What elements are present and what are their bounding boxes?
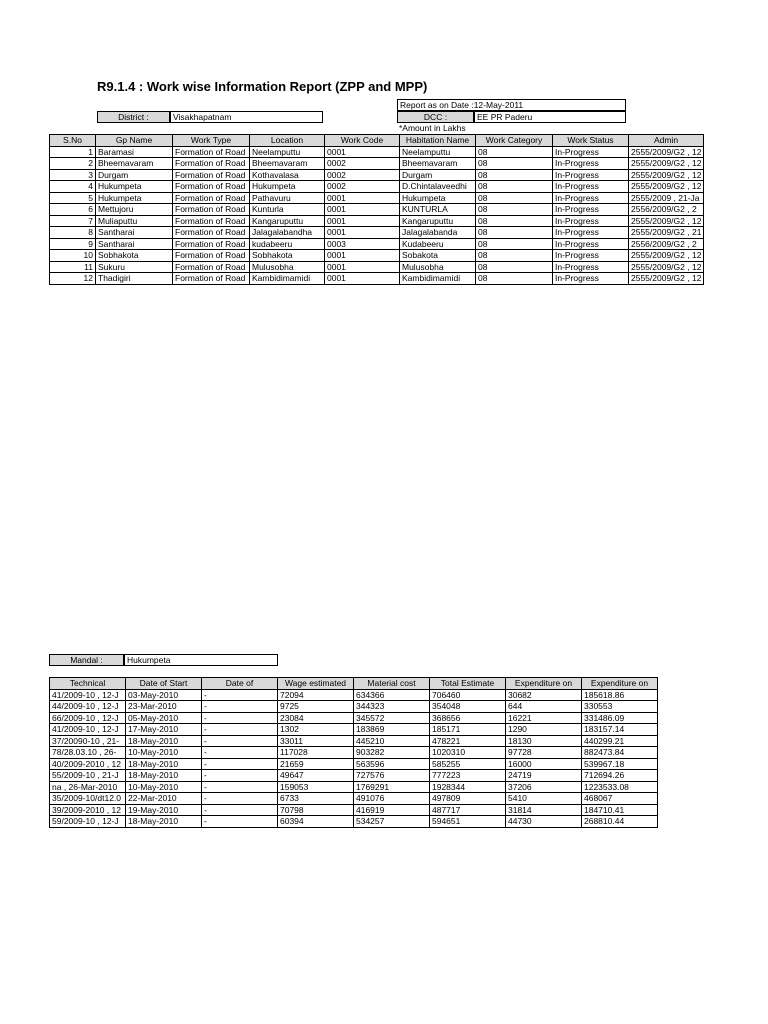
table-cell: 08 — [476, 169, 553, 181]
table-cell: 117028 — [278, 747, 354, 759]
table-cell: Mulusobha — [400, 261, 476, 273]
table-row — [50, 273, 704, 285]
table-cell: Formation of Road — [173, 146, 250, 158]
column-header: Expenditure on — [506, 678, 582, 690]
table-cell: 19-May-2010 — [126, 804, 202, 816]
column-header: Wage estimated — [278, 678, 354, 690]
table-cell: 37/20090-10 , 21- — [50, 735, 126, 747]
table-cell: 08 — [476, 192, 553, 204]
table-cell: kudabeeru — [250, 238, 325, 250]
table-cell: Sobhakota — [250, 250, 325, 262]
table-cell: 08 — [476, 250, 553, 262]
table-cell: 1223533.08 — [582, 781, 658, 793]
table-cell: 11 — [50, 261, 96, 273]
table-row — [50, 816, 658, 828]
table-cell: 1290 — [506, 724, 582, 736]
table-cell: - — [202, 701, 278, 713]
table-cell: 368656 — [430, 712, 506, 724]
dcc-value: EE PR Paderu — [474, 111, 626, 123]
table-cell: 0002 — [325, 158, 400, 170]
column-header: Habitation Name — [400, 135, 476, 147]
table-cell: Neelamputtu — [250, 146, 325, 158]
table-cell: 2556/2009/G2 , 2 — [629, 204, 704, 216]
table-cell: 9 — [50, 238, 96, 250]
column-header: Material cost — [354, 678, 430, 690]
dcc-label: DCC : — [397, 111, 474, 123]
table-cell: Sukuru — [96, 261, 173, 273]
table-cell: 183157.14 — [582, 724, 658, 736]
table-cell: Pathavuru — [250, 192, 325, 204]
table-row — [50, 724, 658, 736]
table-cell: 6 — [50, 204, 96, 216]
table-cell: Sobhakota — [96, 250, 173, 262]
mandal-value: Hukumpeta — [124, 654, 278, 666]
table-cell: 23-Mar-2010 — [126, 701, 202, 713]
column-header: Date of Start — [126, 678, 202, 690]
table-cell: Kangaruputtu — [250, 215, 325, 227]
table-cell: 478221 — [430, 735, 506, 747]
table-cell: - — [202, 770, 278, 782]
table-cell: Mulusobha — [250, 261, 325, 273]
table-cell: 16221 — [506, 712, 582, 724]
table-cell: - — [202, 735, 278, 747]
table-cell: 03-May-2010 — [126, 689, 202, 701]
table-cell: 7 — [50, 215, 96, 227]
table-cell: 05-May-2010 — [126, 712, 202, 724]
table-cell: 712694.26 — [582, 770, 658, 782]
table-cell: 330553 — [582, 701, 658, 713]
table-cell: Santharai — [96, 238, 173, 250]
table-cell: 563596 — [354, 758, 430, 770]
table-cell: 2555/2009/G2 , 21 — [629, 227, 704, 239]
district-value: Visakhapatnam — [170, 111, 323, 123]
table-cell: 08 — [476, 261, 553, 273]
table-cell: 2555/2009/G2 , 12 — [629, 146, 704, 158]
table-cell: 594651 — [430, 816, 506, 828]
table-cell: Formation of Road — [173, 181, 250, 193]
table-cell: 18-May-2010 — [126, 816, 202, 828]
table-cell: 3 — [50, 169, 96, 181]
table-cell: 44730 — [506, 816, 582, 828]
table-cell: 268810.44 — [582, 816, 658, 828]
table-cell: 08 — [476, 227, 553, 239]
table-cell: - — [202, 793, 278, 805]
table-cell: In-Progress — [553, 204, 629, 216]
table-cell: Kothavalasa — [250, 169, 325, 181]
table-cell: 08 — [476, 273, 553, 285]
table-cell: Bheemavaram — [250, 158, 325, 170]
table-cell: 72094 — [278, 689, 354, 701]
table-cell: 706460 — [430, 689, 506, 701]
table-cell: In-Progress — [553, 146, 629, 158]
table-cell: 0001 — [325, 146, 400, 158]
table-cell: 882473.84 — [582, 747, 658, 759]
table-cell: 10-May-2010 — [126, 781, 202, 793]
table-row — [50, 181, 704, 193]
table-cell: 23084 — [278, 712, 354, 724]
table-cell: 55/2009-10 , 21-J — [50, 770, 126, 782]
table-cell: In-Progress — [553, 261, 629, 273]
table-cell: 1 — [50, 146, 96, 158]
table-cell: 9725 — [278, 701, 354, 713]
table-cell: 41/2009-10 , 12-J — [50, 724, 126, 736]
table-row — [50, 781, 658, 793]
table-row — [50, 250, 704, 262]
table-cell: 22-Mar-2010 — [126, 793, 202, 805]
table-cell: 1302 — [278, 724, 354, 736]
column-header: Gp Name — [96, 135, 173, 147]
table-cell: 59/2009-10 , 12-J — [50, 816, 126, 828]
table-cell: Formation of Road — [173, 250, 250, 262]
estimate-table — [49, 677, 658, 828]
table-row — [50, 770, 658, 782]
column-header: Work Category — [476, 135, 553, 147]
table-cell: In-Progress — [553, 192, 629, 204]
column-header: Expenditure on — [582, 678, 658, 690]
table-cell: 0002 — [325, 181, 400, 193]
table-row — [50, 689, 658, 701]
table-cell: 491076 — [354, 793, 430, 805]
table-cell: 39/2009-2010 , 12 — [50, 804, 126, 816]
table-cell: 331486.09 — [582, 712, 658, 724]
table-cell: - — [202, 816, 278, 828]
table-cell: Formation of Road — [173, 158, 250, 170]
work-info-table — [49, 134, 704, 285]
table-row — [50, 261, 704, 273]
table-row — [50, 215, 704, 227]
table-cell: Mettujoru — [96, 204, 173, 216]
table-cell: 416919 — [354, 804, 430, 816]
table-cell: 354048 — [430, 701, 506, 713]
table-cell: In-Progress — [553, 215, 629, 227]
table-cell: In-Progress — [553, 273, 629, 285]
table-cell: Hukumpeta — [400, 192, 476, 204]
report-title: R9.1.4 : Work wise Information Report (ZPP and MPP) — [97, 79, 428, 94]
table-cell: 159053 — [278, 781, 354, 793]
table-cell: 66/2009-10 , 12-J — [50, 712, 126, 724]
table-cell: Kambidimamidi — [400, 273, 476, 285]
table-cell: 2555/2009 , 21-Ja — [629, 192, 704, 204]
table-row — [50, 747, 658, 759]
table-cell: 1769291 — [354, 781, 430, 793]
table-cell: 17-May-2010 — [126, 724, 202, 736]
table-cell: Muliaputtu — [96, 215, 173, 227]
table-cell: 31814 — [506, 804, 582, 816]
table-cell: In-Progress — [553, 169, 629, 181]
report-date: Report as on Date :12-May-2011 — [397, 99, 626, 111]
table-cell: 5 — [50, 192, 96, 204]
table-cell: KUNTURLA — [400, 204, 476, 216]
table-cell: Bheemavaram — [400, 158, 476, 170]
table-cell: Jalagalabanda — [400, 227, 476, 239]
table-cell: 49647 — [278, 770, 354, 782]
column-header: S.No — [50, 135, 96, 147]
table-cell: 487717 — [430, 804, 506, 816]
table-row — [50, 238, 704, 250]
table-cell: 344323 — [354, 701, 430, 713]
table-cell: 08 — [476, 215, 553, 227]
table-cell: Kambidimamidi — [250, 273, 325, 285]
table-cell: 97728 — [506, 747, 582, 759]
table-cell: 5410 — [506, 793, 582, 805]
column-header: Admin — [629, 135, 704, 147]
table-cell: 4 — [50, 181, 96, 193]
table-cell: Formation of Road — [173, 227, 250, 239]
table-cell: Kudabeeru — [400, 238, 476, 250]
table-cell: Kangaruputtu — [400, 215, 476, 227]
table-cell: 184710.41 — [582, 804, 658, 816]
table-cell: Neelamputtu — [400, 146, 476, 158]
table-cell: 0001 — [325, 204, 400, 216]
table-cell: Bheemavaram — [96, 158, 173, 170]
table-cell: Formation of Road — [173, 238, 250, 250]
column-header: Total Estimate — [430, 678, 506, 690]
table-cell: 21659 — [278, 758, 354, 770]
table-cell: 539967.18 — [582, 758, 658, 770]
table-cell: Formation of Road — [173, 261, 250, 273]
table-cell: Baramasi — [96, 146, 173, 158]
district-label: District : — [97, 111, 170, 123]
table-cell: 1928344 — [430, 781, 506, 793]
table-cell: 1020310 — [430, 747, 506, 759]
table-cell: Formation of Road — [173, 169, 250, 181]
table-cell: Formation of Road — [173, 215, 250, 227]
table-cell: Formation of Road — [173, 204, 250, 216]
table-cell: 0002 — [325, 169, 400, 181]
table-cell: 18-May-2010 — [126, 758, 202, 770]
table-cell: 12 — [50, 273, 96, 285]
table-cell: Formation of Road — [173, 273, 250, 285]
mandal-label: Mandal : — [49, 654, 124, 666]
table-cell: 2556/2009/G2 , 2 — [629, 238, 704, 250]
column-header: Work Code — [325, 135, 400, 147]
column-header: Work Status — [553, 135, 629, 147]
table-cell: Hukumpeta — [96, 181, 173, 193]
table-cell: 0001 — [325, 273, 400, 285]
column-header: Work Type — [173, 135, 250, 147]
table-cell: Hukumpeta — [96, 192, 173, 204]
table-row — [50, 204, 704, 216]
table-cell: 8 — [50, 227, 96, 239]
table-cell: 445210 — [354, 735, 430, 747]
table-cell: - — [202, 781, 278, 793]
table-cell: 2555/2009/G2 , 12 — [629, 273, 704, 285]
table-cell: 634366 — [354, 689, 430, 701]
table-cell: 16000 — [506, 758, 582, 770]
table-cell: 35/2009-10/dt12.0 — [50, 793, 126, 805]
table-cell: - — [202, 804, 278, 816]
table-cell: 468067 — [582, 793, 658, 805]
table-cell: 37206 — [506, 781, 582, 793]
table-cell: 0003 — [325, 238, 400, 250]
table-row — [50, 712, 658, 724]
column-header: Date of — [202, 678, 278, 690]
table-cell: Kunturla — [250, 204, 325, 216]
table-cell: 08 — [476, 181, 553, 193]
table-cell: 777223 — [430, 770, 506, 782]
table-cell: Sobakota — [400, 250, 476, 262]
table-cell: 185618.86 — [582, 689, 658, 701]
table-cell: 40/2009-2010 , 12 — [50, 758, 126, 770]
amount-note: *Amount in Lakhs — [399, 123, 466, 133]
table-cell: 10 — [50, 250, 96, 262]
table-cell: 30682 — [506, 689, 582, 701]
table-cell: 2555/2009/G2 , 12 — [629, 181, 704, 193]
table-row — [50, 735, 658, 747]
table-cell: - — [202, 689, 278, 701]
table-cell: 644 — [506, 701, 582, 713]
table-cell: 08 — [476, 238, 553, 250]
table-cell: 2555/2009/G2 , 12 — [629, 158, 704, 170]
table-cell: Thadigiri — [96, 273, 173, 285]
table-row — [50, 793, 658, 805]
table-row — [50, 701, 658, 713]
table-cell: In-Progress — [553, 181, 629, 193]
table-cell: 08 — [476, 158, 553, 170]
table-cell: 18-May-2010 — [126, 770, 202, 782]
table-cell: - — [202, 712, 278, 724]
table-cell: - — [202, 758, 278, 770]
table-cell: 0001 — [325, 250, 400, 262]
table-row — [50, 169, 704, 181]
table-cell: 0001 — [325, 192, 400, 204]
table-cell: 2555/2009/G2 , 12 — [629, 250, 704, 262]
table-cell: 0001 — [325, 215, 400, 227]
table-cell: 78/28.03.10 , 26- — [50, 747, 126, 759]
table-cell: 08 — [476, 204, 553, 216]
table-cell: na , 26-Mar-2010 — [50, 781, 126, 793]
table-cell: Jalagalabandha — [250, 227, 325, 239]
table-cell: 497809 — [430, 793, 506, 805]
table-cell: Hukumpeta — [250, 181, 325, 193]
table-cell: 24719 — [506, 770, 582, 782]
table-row — [50, 804, 658, 816]
table-cell: 185171 — [430, 724, 506, 736]
table-cell: 60394 — [278, 816, 354, 828]
table-cell: Santharai — [96, 227, 173, 239]
table-cell: - — [202, 747, 278, 759]
table-cell: 727576 — [354, 770, 430, 782]
table-cell: 440299.21 — [582, 735, 658, 747]
table-cell: 2555/2009/G2 , 12 — [629, 261, 704, 273]
table-cell: Durgam — [96, 169, 173, 181]
table-cell: 534257 — [354, 816, 430, 828]
table-cell: 183869 — [354, 724, 430, 736]
table-cell: Durgam — [400, 169, 476, 181]
table-cell: 18-May-2010 — [126, 735, 202, 747]
table-row — [50, 146, 704, 158]
table-cell: 2555/2009/G2 , 12 — [629, 215, 704, 227]
column-header: Location — [250, 135, 325, 147]
table-cell: 0001 — [325, 227, 400, 239]
table-cell: 345572 — [354, 712, 430, 724]
table-row — [50, 227, 704, 239]
table-cell: 08 — [476, 146, 553, 158]
table-row — [50, 192, 704, 204]
table-cell: In-Progress — [553, 227, 629, 239]
table-cell: 585255 — [430, 758, 506, 770]
table-cell: In-Progress — [553, 238, 629, 250]
table-cell: 70798 — [278, 804, 354, 816]
table-row — [50, 158, 704, 170]
table-cell: - — [202, 724, 278, 736]
table-cell: 10-May-2010 — [126, 747, 202, 759]
table-row — [50, 758, 658, 770]
table-cell: 18130 — [506, 735, 582, 747]
table-cell: In-Progress — [553, 250, 629, 262]
column-header: Technical — [50, 678, 126, 690]
table-cell: In-Progress — [553, 158, 629, 170]
table-cell: D.Chintalaveedhi — [400, 181, 476, 193]
table-cell: 2 — [50, 158, 96, 170]
table-cell: 2555/2009/G2 , 12 — [629, 169, 704, 181]
table-cell: 41/2009-10 , 12-J — [50, 689, 126, 701]
table-cell: 6733 — [278, 793, 354, 805]
table-cell: 0001 — [325, 261, 400, 273]
table-cell: 33011 — [278, 735, 354, 747]
table-cell: Formation of Road — [173, 192, 250, 204]
table-cell: 44/2009-10 , 12-J — [50, 701, 126, 713]
table-cell: 903282 — [354, 747, 430, 759]
